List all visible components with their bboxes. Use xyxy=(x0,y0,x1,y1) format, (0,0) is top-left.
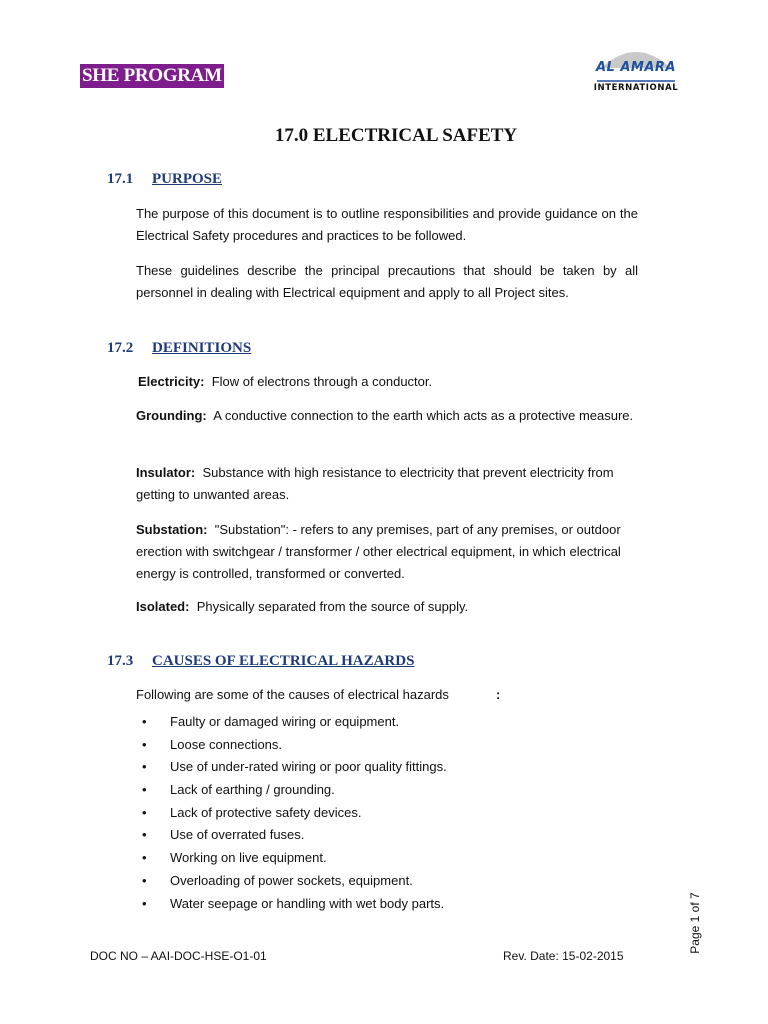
bullet-icon: • xyxy=(142,759,147,775)
definition-electricity xyxy=(138,371,640,393)
definition-text: Physically separated from the source of supply. xyxy=(196,599,469,614)
list-item-text: Loose connections. xyxy=(170,736,283,752)
logo-subtitle: INTERNATIONAL xyxy=(593,83,679,93)
logo-wordmark: AL AMARA xyxy=(595,60,676,75)
bullet-icon: • xyxy=(142,714,147,729)
bullet-icon: • xyxy=(142,872,147,888)
section-number: 17.2 xyxy=(107,340,134,356)
causes-intro-colon: : xyxy=(496,687,501,702)
definition-substation xyxy=(136,519,638,585)
list-item xyxy=(136,711,636,734)
list-item-text: Use of under-rated wiring or poor quality fittings. xyxy=(170,759,447,775)
company-logo xyxy=(593,40,679,96)
definition-term: Substation: xyxy=(136,522,208,537)
list-item xyxy=(136,756,636,779)
list-item-text: Lack of earthing / grounding. xyxy=(170,782,335,798)
definition-term: Electricity: xyxy=(138,374,205,389)
causes-intro xyxy=(136,684,638,706)
document-title: 17.0 ELECTRICAL SAFETY xyxy=(274,125,518,146)
list-item-text: Overloading of power sockets, equipment. xyxy=(170,872,413,888)
list-item-text: Working on live equipment. xyxy=(170,850,327,866)
causes-list xyxy=(136,711,636,915)
list-item xyxy=(136,802,636,825)
definition-term: Grounding: xyxy=(136,408,207,423)
list-item-text: Faulty or damaged wiring or equipment. xyxy=(170,714,400,729)
list-item xyxy=(136,734,636,757)
page-number xyxy=(686,890,704,956)
bullet-icon: • xyxy=(142,782,147,798)
page-number-text: Page 1 of 7 xyxy=(688,892,702,954)
bullet-icon: • xyxy=(142,827,147,843)
list-item xyxy=(136,847,636,870)
definition-term: Insulator: xyxy=(136,465,196,480)
definition-isolated xyxy=(136,596,638,618)
footer-doc-number: DOC NO – AAI-DOC-HSE-O1-01 xyxy=(90,949,267,963)
definition-text: "Substation": - refers to any premises, part of any premises, or outdoor erection with switchgear / transformer / other electrical equipment, in which electrical energy is controlled, transformed or converted. xyxy=(136,522,621,581)
list-item-text: Use of overrated fuses. xyxy=(170,827,305,843)
section-heading-causes: CAUSES OF ELECTRICAL HAZARDS xyxy=(152,653,415,669)
causes-intro-text: Following are some of the causes of electrical hazards xyxy=(136,687,449,702)
definition-grounding xyxy=(136,405,638,427)
purpose-paragraph-2: These guidelines describe the principal precautions that should be taken by all personnel in dealing with Electrical equipment and apply to all Project sites. xyxy=(136,263,638,300)
section-heading-purpose: PURPOSE xyxy=(152,171,223,187)
section-number: 17.3 xyxy=(107,653,134,669)
list-item-text: Lack of protective safety devices. xyxy=(170,804,362,820)
bullet-icon: • xyxy=(142,850,147,866)
bullet-icon: • xyxy=(142,804,147,820)
list-item xyxy=(136,870,636,893)
definition-text: A conductive connection to the earth which acts as a protective measure. xyxy=(213,408,634,423)
definition-text: Flow of electrons through a conductor. xyxy=(211,374,433,389)
bullet-icon: • xyxy=(142,736,147,752)
list-item-text: Water seepage or handling with wet body parts. xyxy=(170,895,445,911)
purpose-paragraph-1: The purpose of this document is to outline responsibilities and provide guidance on the Electrical Safety procedures and practices to be followed. xyxy=(136,206,638,243)
footer-revision-date: Rev. Date: 15-02-2015 xyxy=(503,949,624,963)
definition-insulator xyxy=(136,462,638,506)
list-item xyxy=(136,893,636,916)
list-item xyxy=(136,779,636,802)
section-heading-definitions: DEFINITIONS xyxy=(152,340,252,356)
program-label: SHE PROGRAM xyxy=(82,65,222,86)
section-number: 17.1 xyxy=(107,171,134,187)
bullet-icon: • xyxy=(142,895,147,911)
definition-text: Substance with high resistance to electricity that prevent electricity from getting to unwanted areas. xyxy=(136,465,614,502)
list-item xyxy=(136,824,636,847)
definition-term: Isolated: xyxy=(136,599,190,614)
